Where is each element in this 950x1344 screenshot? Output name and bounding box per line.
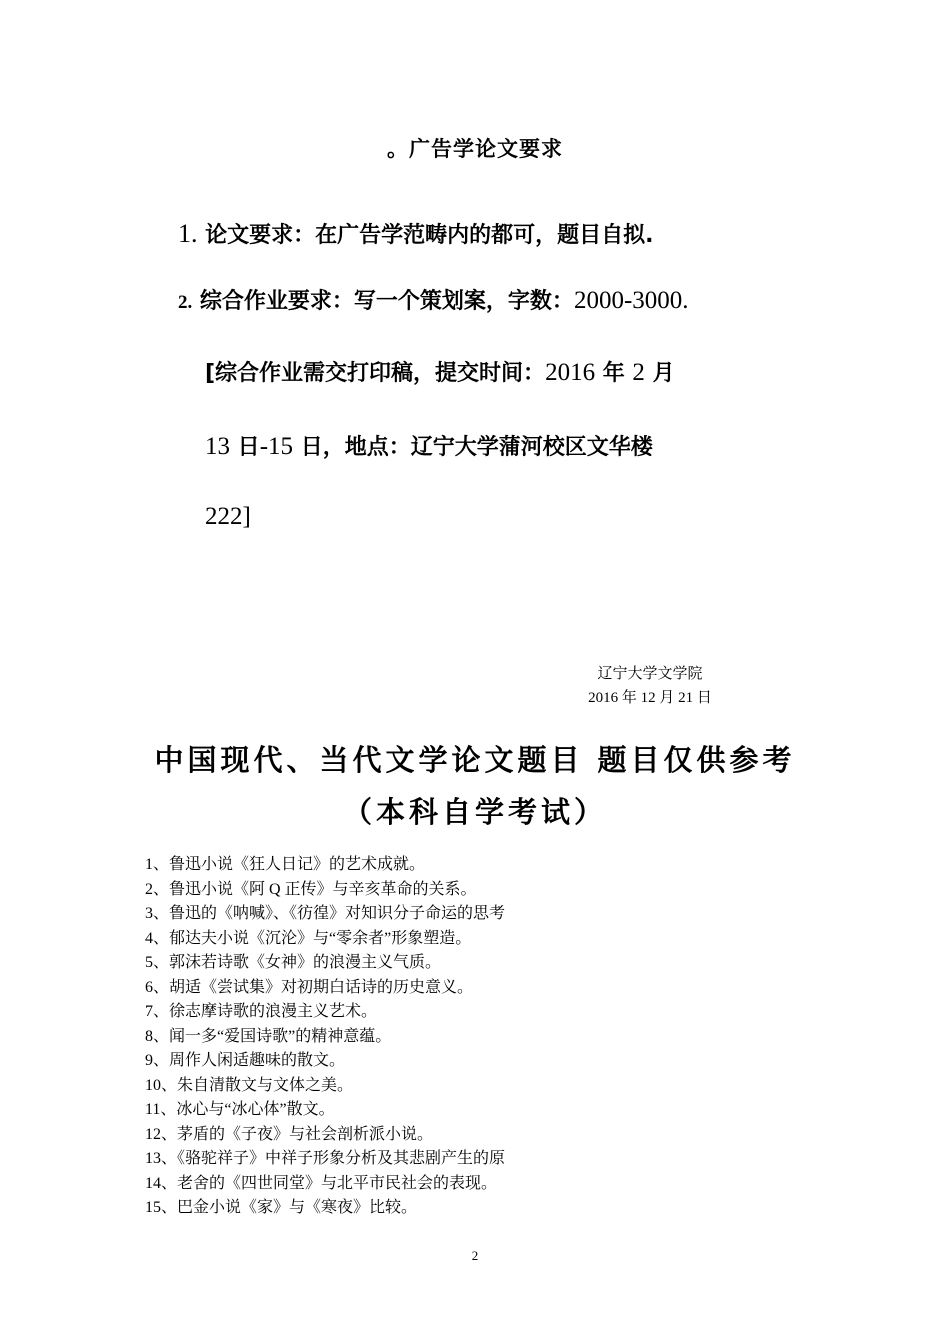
topics-subtitle: （本科自学考试）: [342, 795, 607, 829]
page-title: 。广告学论文要求: [387, 137, 563, 161]
list-item: 10、朱自清散文与文体之美。: [145, 1076, 354, 1094]
signature-org: 辽宁大学文学院: [597, 666, 703, 682]
submission-line-3: [205, 503, 251, 531]
signature-date: 2016 年 12 月 21 日: [588, 690, 712, 706]
topics-title: 中国现代、当代文学论文题目 题目仅供参考: [154, 743, 796, 777]
word-count-value: 2000-3000.: [573, 287, 689, 314]
room-number: 222]: [205, 503, 251, 530]
submission-month: 2: [632, 359, 645, 386]
requirement-item-1: [178, 218, 654, 249]
submission-day-start: 13: [205, 433, 230, 460]
location-text: 日，地点：辽宁大学蒲河校区文华楼: [300, 435, 653, 460]
item-number: 1.: [178, 219, 198, 248]
list-item: 1、鲁迅小说《狂人日记》的艺术成就。: [145, 856, 426, 873]
month-char: 月: [652, 361, 675, 386]
list-item: 4、郁达夫小说《沉沦》与“零余者”形象塑造。: [145, 929, 472, 947]
list-item: 8、闻一多“爱国诗歌”的精神意蕴。: [145, 1027, 392, 1045]
list-item: 2、鲁迅小说《阿 Q 正传》与辛亥革命的关系。: [145, 880, 477, 898]
submission-prefix: [综合作业需交打印稿，提交时间：: [205, 361, 546, 386]
list-item: 14、老舍的《四世同堂》与北平市民社会的表现。: [145, 1174, 498, 1192]
page-number: 2: [471, 1248, 479, 1263]
item-text: 论文要求：在广告学范畴内的都可，题目自拟.: [205, 223, 654, 248]
list-item: 6、胡适《尝试集》对初期白话诗的历史意义。: [145, 978, 474, 996]
list-item: 15、巴金小说《家》与《寒夜》比较。: [145, 1199, 418, 1216]
list-item: 9、周作人闲适趣味的散文。: [145, 1052, 346, 1069]
list-item: 5、郭沫若诗歌《女神》的浪漫主义气质。: [145, 954, 442, 971]
item-number: 2.: [178, 292, 193, 313]
list-item: 11、冰心与“冰心体”散文。: [145, 1101, 335, 1118]
year-char: 年: [602, 361, 625, 386]
list-item: 3、鲁迅的《呐喊》、《彷徨》对知识分子命运的思考: [145, 905, 506, 922]
item-text: 综合作业要求：写一个策划案，字数：: [199, 289, 574, 314]
requirement-item-2: [178, 284, 689, 315]
submission-year: 2016: [545, 359, 596, 386]
list-item: 7、徐志摩诗歌的浪漫主义艺术。: [145, 1003, 378, 1020]
submission-line-2: [205, 430, 653, 461]
list-item: 13、《骆驼祥子》中祥子形象分析及其悲剧产生的原: [145, 1150, 506, 1167]
topic-list: [145, 853, 505, 1221]
day-char: 日: [237, 435, 260, 460]
submission-day-end: -15: [259, 433, 294, 460]
list-item: 12、茅盾的《子夜》与社会剖析派小说。: [145, 1125, 434, 1143]
submission-line-1: [205, 356, 675, 387]
